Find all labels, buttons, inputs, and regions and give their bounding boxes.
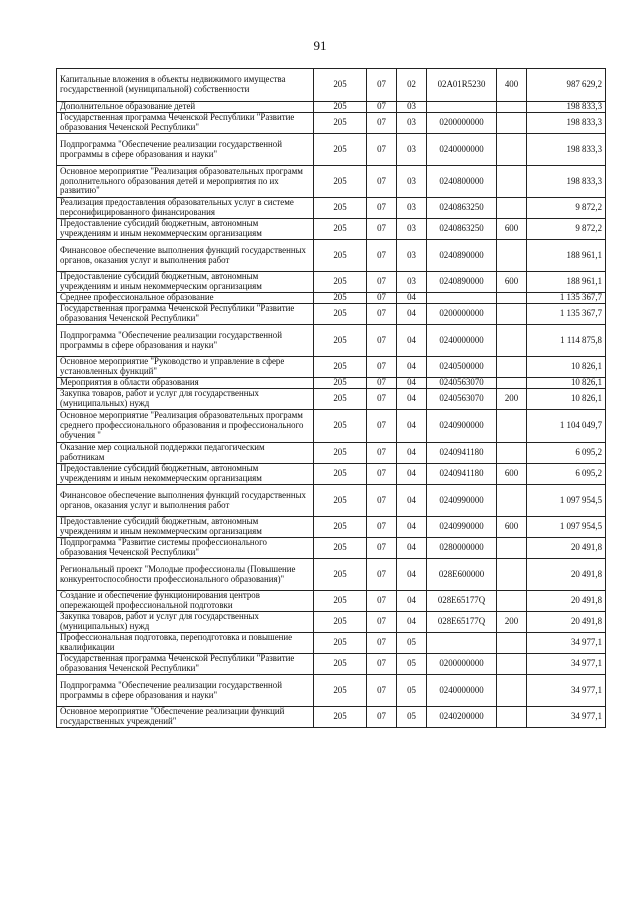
amount-cell: 6 095,2	[527, 443, 606, 464]
section-cell: 07	[367, 443, 397, 464]
row-name-cell: Профессиональная подготовка, переподготовка и повышение квалификации	[57, 633, 314, 654]
admin-code-cell: 205	[314, 272, 367, 293]
table-row	[57, 633, 606, 654]
amount-cell: 1 114 875,8	[527, 325, 606, 357]
table-row	[57, 612, 606, 633]
admin-code-cell: 205	[314, 198, 367, 219]
amount-cell: 20 491,8	[527, 591, 606, 612]
section-cell: 07	[367, 389, 397, 410]
row-name-cell: Закупка товаров, работ и услуг для государственных (муниципальных) нужд	[57, 389, 314, 410]
amount-cell: 1 135 367,7	[527, 293, 606, 304]
expense-type-cell	[497, 378, 527, 389]
amount-cell: 188 961,1	[527, 240, 606, 272]
table-row	[57, 219, 606, 240]
subsection-cell: 04	[397, 293, 427, 304]
target-article-cell: 0240990000	[427, 517, 497, 538]
subsection-cell: 02	[397, 69, 427, 102]
expense-type-cell	[497, 410, 527, 443]
admin-code-cell: 205	[314, 612, 367, 633]
target-article-cell: 0240941180	[427, 443, 497, 464]
section-cell: 07	[367, 166, 397, 198]
expense-type-cell: 200	[497, 389, 527, 410]
expense-type-cell	[497, 198, 527, 219]
subsection-cell: 04	[397, 464, 427, 485]
section-cell: 07	[367, 272, 397, 293]
row-name-cell: Финансовое обеспечение выполнения функций государственных органов, оказания услуг и выполнения работ	[57, 240, 314, 272]
section-cell: 07	[367, 304, 397, 325]
section-cell: 07	[367, 293, 397, 304]
row-name-cell: Закупка товаров, работ и услуг для государственных (муниципальных) нужд	[57, 612, 314, 633]
expense-type-cell	[497, 293, 527, 304]
admin-code-cell: 205	[314, 113, 367, 134]
subsection-cell: 04	[397, 389, 427, 410]
target-article-cell: 0240990000	[427, 485, 497, 517]
section-cell: 07	[367, 325, 397, 357]
section-cell: 07	[367, 240, 397, 272]
section-cell: 07	[367, 654, 397, 675]
admin-code-cell: 205	[314, 304, 367, 325]
table-row	[57, 198, 606, 219]
target-article-cell: 0200000000	[427, 113, 497, 134]
page-number: 91	[313, 38, 327, 53]
target-article-cell: 028E65177Q	[427, 612, 497, 633]
target-article-cell: 028E65177Q	[427, 591, 497, 612]
expense-type-cell	[497, 591, 527, 612]
table-row	[57, 357, 606, 378]
subsection-cell: 04	[397, 559, 427, 591]
section-cell: 07	[367, 113, 397, 134]
amount-cell: 34 977,1	[527, 633, 606, 654]
table-row	[57, 675, 606, 707]
target-article-cell: 0240900000	[427, 410, 497, 443]
expense-type-cell: 200	[497, 612, 527, 633]
expense-type-cell	[497, 113, 527, 134]
amount-cell: 20 491,8	[527, 538, 606, 559]
section-cell: 07	[367, 102, 397, 113]
target-article-cell: 028E600000	[427, 559, 497, 591]
target-article-cell: 0240500000	[427, 357, 497, 378]
subsection-cell: 03	[397, 134, 427, 166]
table-row	[57, 102, 606, 113]
expense-type-cell	[497, 240, 527, 272]
section-cell: 07	[367, 675, 397, 707]
subsection-cell: 04	[397, 485, 427, 517]
subsection-cell: 05	[397, 654, 427, 675]
admin-code-cell: 205	[314, 378, 367, 389]
target-article-cell: 0240863250	[427, 198, 497, 219]
expense-type-cell	[497, 707, 527, 728]
admin-code-cell: 205	[314, 443, 367, 464]
admin-code-cell: 205	[314, 538, 367, 559]
amount-cell: 10 826,1	[527, 389, 606, 410]
subsection-cell: 03	[397, 272, 427, 293]
subsection-cell: 04	[397, 410, 427, 443]
table-row	[57, 134, 606, 166]
row-name-cell: Предоставление субсидий бюджетным, автономным учреждениям и иным некоммерческим организациям	[57, 464, 314, 485]
amount-cell: 6 095,2	[527, 464, 606, 485]
section-cell: 07	[367, 559, 397, 591]
amount-cell: 1 135 367,7	[527, 304, 606, 325]
section-cell: 07	[367, 134, 397, 166]
expense-type-cell	[497, 304, 527, 325]
amount-cell: 34 977,1	[527, 654, 606, 675]
subsection-cell: 03	[397, 219, 427, 240]
subsection-cell: 05	[397, 707, 427, 728]
expense-type-cell	[497, 675, 527, 707]
admin-code-cell: 205	[314, 707, 367, 728]
subsection-cell: 05	[397, 675, 427, 707]
section-cell: 07	[367, 591, 397, 612]
row-name-cell: Подпрограмма "Обеспечение реализации государственной программы в сфере образования и науки"	[57, 325, 314, 357]
row-name-cell: Подпрограмма "Обеспечение реализации государственной программы в сфере образования и науки"	[57, 675, 314, 707]
admin-code-cell: 205	[314, 166, 367, 198]
admin-code-cell: 205	[314, 675, 367, 707]
amount-cell: 9 872,2	[527, 198, 606, 219]
admin-code-cell: 205	[314, 134, 367, 166]
subsection-cell: 04	[397, 357, 427, 378]
admin-code-cell: 205	[314, 102, 367, 113]
admin-code-cell: 205	[314, 69, 367, 102]
section-cell: 07	[367, 378, 397, 389]
expense-type-cell	[497, 357, 527, 378]
row-name-cell: Государственная программа Чеченской Республики "Развитие образования Чеченской Республики"	[57, 304, 314, 325]
row-name-cell: Основное мероприятие "Реализация образовательных программ дополнительного образования детей и мероприятия по их развитию"	[57, 166, 314, 198]
admin-code-cell: 205	[314, 654, 367, 675]
subsection-cell: 05	[397, 633, 427, 654]
table-row	[57, 591, 606, 612]
table-row	[57, 485, 606, 517]
section-cell: 07	[367, 69, 397, 102]
table-row	[57, 272, 606, 293]
subsection-cell: 04	[397, 591, 427, 612]
amount-cell: 198 833,3	[527, 166, 606, 198]
subsection-cell: 03	[397, 198, 427, 219]
section-cell: 07	[367, 198, 397, 219]
subsection-cell: 04	[397, 517, 427, 538]
expense-type-cell: 600	[497, 464, 527, 485]
admin-code-cell: 205	[314, 293, 367, 304]
amount-cell: 20 491,8	[527, 559, 606, 591]
admin-code-cell: 205	[314, 559, 367, 591]
target-article-cell: 0240863250	[427, 219, 497, 240]
budget-table	[56, 68, 606, 728]
row-name-cell: Подпрограмма "Обеспечение реализации государственной программы в сфере образования и науки"	[57, 134, 314, 166]
table-row	[57, 707, 606, 728]
admin-code-cell: 205	[314, 240, 367, 272]
table-row	[57, 517, 606, 538]
row-name-cell: Дополнительное образование детей	[57, 102, 314, 113]
row-name-cell: Государственная программа Чеченской Республики "Развитие образования Чеченской Республики"	[57, 113, 314, 134]
section-cell: 07	[367, 517, 397, 538]
row-name-cell: Подпрограмма "Развитие системы профессионального образования Чеченской Республики"	[57, 538, 314, 559]
section-cell: 07	[367, 538, 397, 559]
expense-type-cell: 600	[497, 272, 527, 293]
amount-cell: 20 491,8	[527, 612, 606, 633]
target-article-cell	[427, 633, 497, 654]
table-row	[57, 559, 606, 591]
subsection-cell: 04	[397, 378, 427, 389]
budget-table-body	[57, 69, 606, 728]
section-cell: 07	[367, 612, 397, 633]
table-row	[57, 240, 606, 272]
expense-type-cell: 600	[497, 219, 527, 240]
target-article-cell: 0200000000	[427, 654, 497, 675]
amount-cell: 34 977,1	[527, 675, 606, 707]
row-name-cell: Оказание мер социальной поддержки педагогическим работникам	[57, 443, 314, 464]
amount-cell: 10 826,1	[527, 357, 606, 378]
target-article-cell: 0200000000	[427, 304, 497, 325]
row-name-cell: Капитальные вложения в объекты недвижимого имущества государственной (муниципальной) собственности	[57, 69, 314, 102]
amount-cell: 198 833,3	[527, 134, 606, 166]
subsection-cell: 04	[397, 443, 427, 464]
admin-code-cell: 205	[314, 517, 367, 538]
table-row	[57, 389, 606, 410]
row-name-cell: Среднее профессиональное образование	[57, 293, 314, 304]
row-name-cell: Государственная программа Чеченской Республики "Развитие образования Чеченской Республики"	[57, 654, 314, 675]
row-name-cell: Предоставление субсидий бюджетным, автономным учреждениям и иным некоммерческим организациям	[57, 272, 314, 293]
row-name-cell: Реализация предоставления образовательных услуг в системе персонифицированного финансирования	[57, 198, 314, 219]
expense-type-cell	[497, 134, 527, 166]
row-name-cell: Мероприятия в области образования	[57, 378, 314, 389]
subsection-cell: 04	[397, 304, 427, 325]
section-cell: 07	[367, 485, 397, 517]
subsection-cell: 03	[397, 102, 427, 113]
subsection-cell: 03	[397, 240, 427, 272]
target-article-cell: 0240941180	[427, 464, 497, 485]
amount-cell: 9 872,2	[527, 219, 606, 240]
subsection-cell: 03	[397, 166, 427, 198]
amount-cell: 1 104 049,7	[527, 410, 606, 443]
amount-cell: 1 097 954,5	[527, 485, 606, 517]
table-row	[57, 538, 606, 559]
amount-cell: 10 826,1	[527, 378, 606, 389]
expense-type-cell	[497, 538, 527, 559]
section-cell: 07	[367, 410, 397, 443]
admin-code-cell: 205	[314, 219, 367, 240]
expense-type-cell	[497, 559, 527, 591]
section-cell: 07	[367, 464, 397, 485]
admin-code-cell: 205	[314, 410, 367, 443]
target-article-cell: 0240800000	[427, 166, 497, 198]
table-row	[57, 304, 606, 325]
admin-code-cell: 205	[314, 485, 367, 517]
row-name-cell: Предоставление субсидий бюджетным, автономным учреждениям и иным некоммерческим организациям	[57, 517, 314, 538]
amount-cell: 34 977,1	[527, 707, 606, 728]
target-article-cell	[427, 293, 497, 304]
section-cell: 07	[367, 219, 397, 240]
subsection-cell: 04	[397, 612, 427, 633]
amount-cell: 1 097 954,5	[527, 517, 606, 538]
table-row	[57, 410, 606, 443]
amount-cell: 188 961,1	[527, 272, 606, 293]
table-row	[57, 113, 606, 134]
expense-type-cell	[497, 325, 527, 357]
target-article-cell: 0240000000	[427, 134, 497, 166]
subsection-cell: 03	[397, 113, 427, 134]
table-row	[57, 293, 606, 304]
row-name-cell: Создание и обеспечение функционирования центров опережающей профессиональной подготовки	[57, 591, 314, 612]
subsection-cell: 04	[397, 325, 427, 357]
row-name-cell: Финансовое обеспечение выполнения функций государственных органов, оказания услуг и выполнения работ	[57, 485, 314, 517]
target-article-cell: 0240890000	[427, 240, 497, 272]
expense-type-cell	[497, 654, 527, 675]
table-row	[57, 69, 606, 102]
target-article-cell: 0240563070	[427, 389, 497, 410]
expense-type-cell	[497, 166, 527, 198]
table-row	[57, 378, 606, 389]
expense-type-cell	[497, 443, 527, 464]
target-article-cell: 0240890000	[427, 272, 497, 293]
target-article-cell: 0240200000	[427, 707, 497, 728]
amount-cell: 198 833,3	[527, 102, 606, 113]
table-row	[57, 166, 606, 198]
row-name-cell: Предоставление субсидий бюджетным, автономным учреждениям и иным некоммерческим организациям	[57, 219, 314, 240]
row-name-cell: Основное мероприятие "Реализация образовательных программ среднего профессионального образования и профессионального обучения "	[57, 410, 314, 443]
expense-type-cell: 400	[497, 69, 527, 102]
section-cell: 07	[367, 633, 397, 654]
target-article-cell: 0240000000	[427, 325, 497, 357]
admin-code-cell: 205	[314, 357, 367, 378]
admin-code-cell: 205	[314, 389, 367, 410]
target-article-cell: 0240000000	[427, 675, 497, 707]
expense-type-cell	[497, 485, 527, 517]
target-article-cell: 0280000000	[427, 538, 497, 559]
amount-cell: 198 833,3	[527, 113, 606, 134]
admin-code-cell: 205	[314, 325, 367, 357]
table-row	[57, 325, 606, 357]
target-article-cell: 0240563070	[427, 378, 497, 389]
expense-type-cell	[497, 102, 527, 113]
row-name-cell: Региональный проект "Молодые профессионалы (Повышение конкурентоспособности профессионального образования)"	[57, 559, 314, 591]
row-name-cell: Основное мероприятие "Руководство и управление в сфере установленных функций"	[57, 357, 314, 378]
row-name-cell: Основное мероприятие "Обеспечение реализации функций государственных учреждений"	[57, 707, 314, 728]
subsection-cell: 04	[397, 538, 427, 559]
table-row	[57, 464, 606, 485]
admin-code-cell: 205	[314, 464, 367, 485]
target-article-cell	[427, 102, 497, 113]
target-article-cell: 02A01R5230	[427, 69, 497, 102]
section-cell: 07	[367, 357, 397, 378]
table-row	[57, 654, 606, 675]
table-row	[57, 443, 606, 464]
expense-type-cell	[497, 633, 527, 654]
admin-code-cell: 205	[314, 633, 367, 654]
admin-code-cell: 205	[314, 591, 367, 612]
expense-type-cell: 600	[497, 517, 527, 538]
section-cell: 07	[367, 707, 397, 728]
amount-cell: 987 629,2	[527, 69, 606, 102]
